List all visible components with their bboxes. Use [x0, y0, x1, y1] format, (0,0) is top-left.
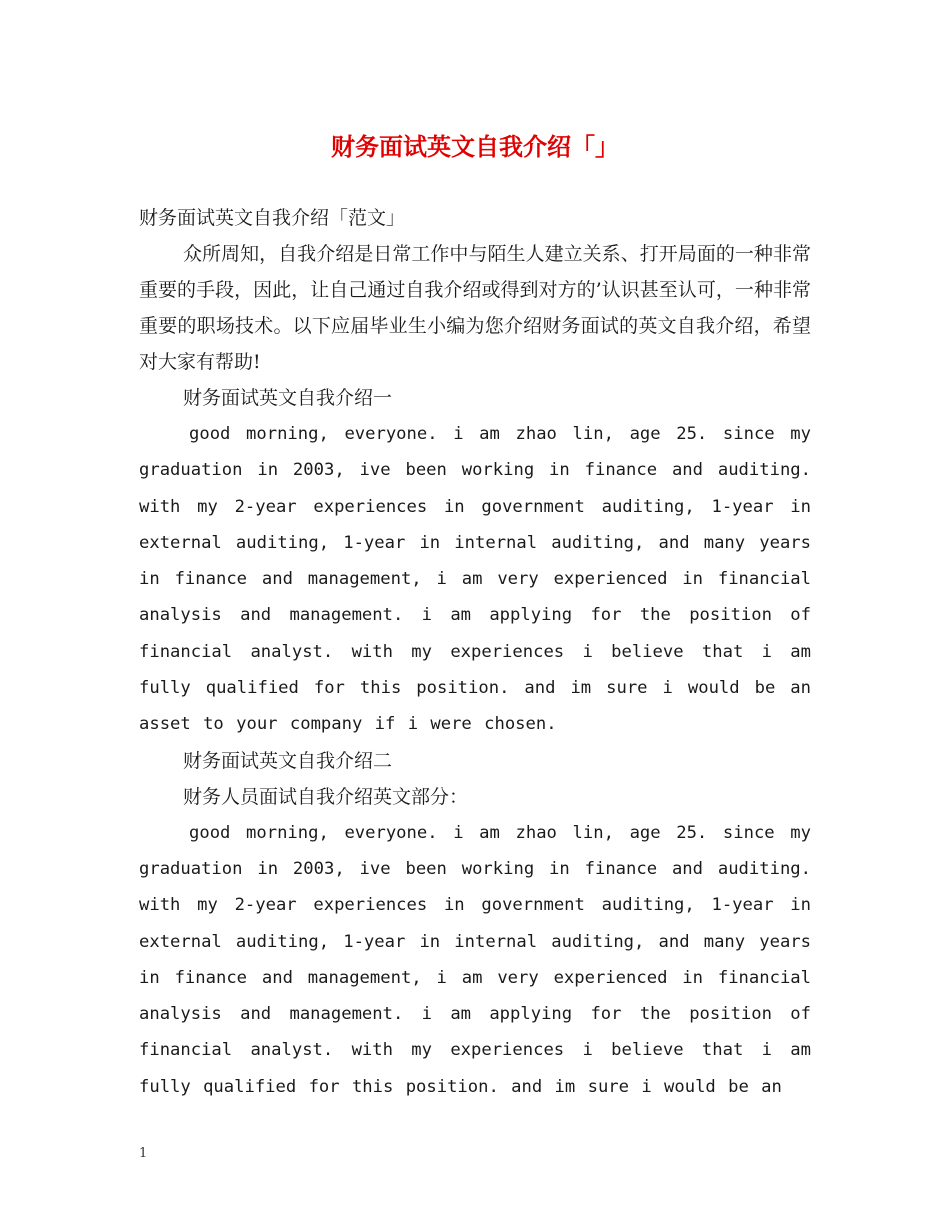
- intro-paragraph: 众所周知，自我介绍是日常工作中与陌生人建立关系、打开局面的一种非常重要的手段，因此，让自己通过自我介绍或得到对方的’认识甚至认可，一种非常重要的职场技术。以下应届毕业生小编为您介绍财务面试的英文自我介绍，希望对大家有帮助!: [139, 243, 811, 373]
- document-title: 财务面试英文自我介绍「」: [331, 133, 619, 161]
- page-number: 1: [139, 1146, 148, 1161]
- document-subtitle: 财务面试英文自我介绍「范文」: [139, 207, 406, 229]
- section2-subheading: 财务人员面试自我介绍英文部分：: [183, 785, 469, 808]
- section1-body: good morning, everyone. i am zhao lin, age 25. since my graduation in 2003, ive been working in finance and auditing. with my 2-year experiences in government auditing, 1-year in external auditing, 1-year in internal auditing, and many years in finance and management, i am very experienced in financial analysis and management. i am applying for the position of financial analyst. with my experiences i believe that i am fully qualified for this position. and im sure i would be an asset to your company if i were chosen.: [139, 424, 811, 735]
- document-body: [139, 200, 811, 1105]
- section1-heading: 财务面试英文自我介绍一: [183, 387, 393, 409]
- section2-heading: 财务面试英文自我介绍二: [183, 749, 393, 772]
- section2-body: good morning, everyone. i am zhao lin, age 25. since my graduation in 2003, ive been working in finance and auditing. with my 2-year experiences in government auditing, 1-year in external auditing, 1-year in internal auditing, and many years in finance and management, i am very experienced in financial analysis and management. i am applying for the position of financial analyst. with my experiences i believe that i am fully qualified for this position. and im sure i would be an: [139, 822, 811, 1097]
